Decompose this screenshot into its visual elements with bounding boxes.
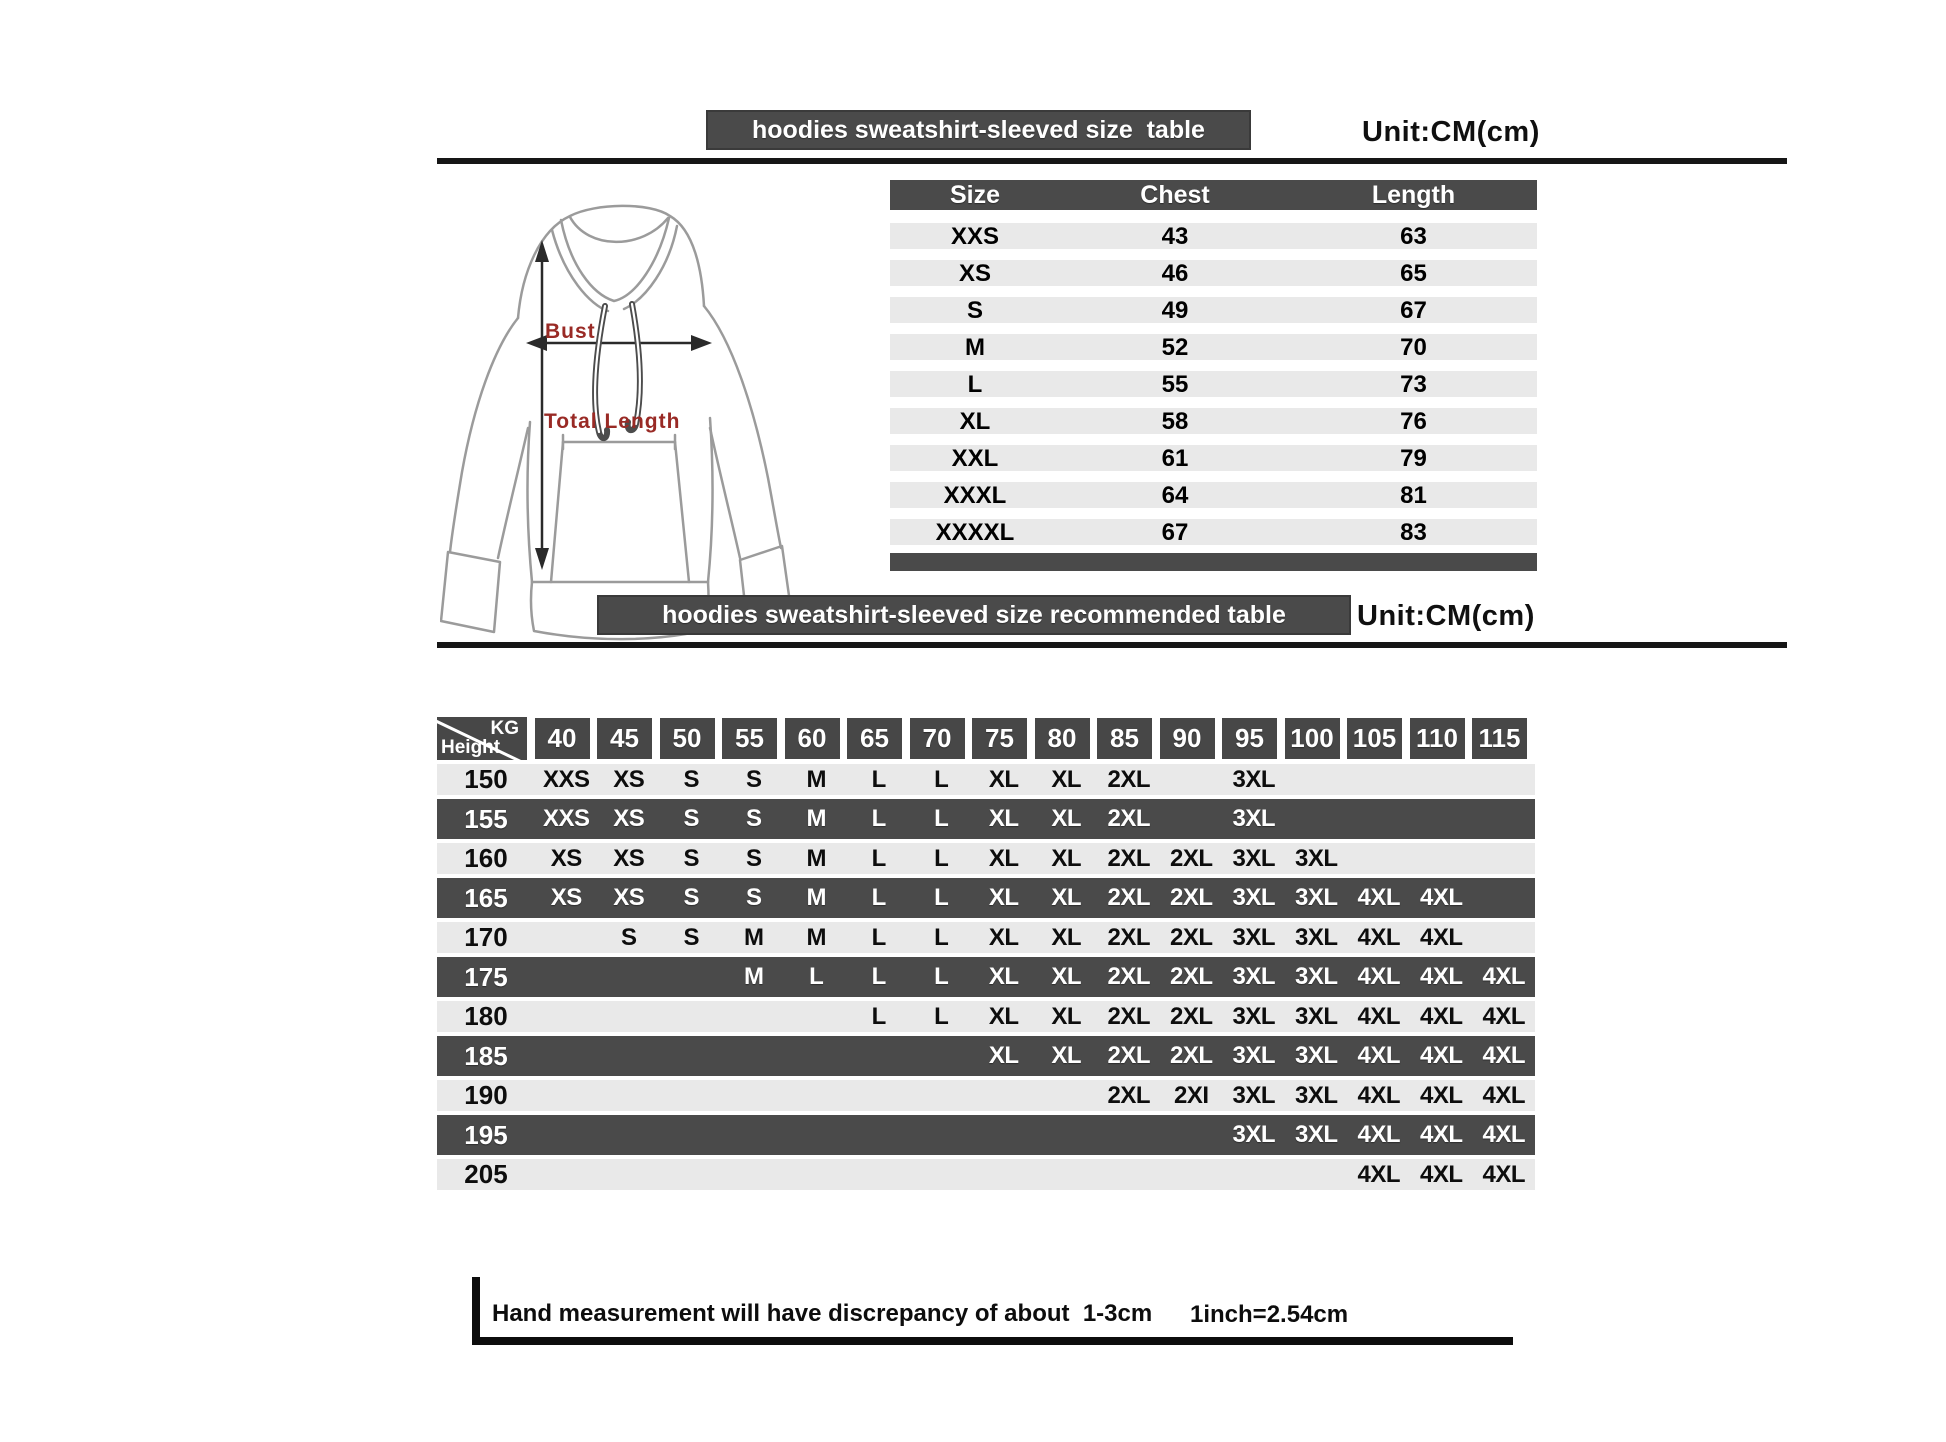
- size-recommendation-cell: 4XL: [1419, 923, 1463, 951]
- size-recommendation-cell: XL: [1051, 923, 1082, 951]
- size-recommendation-cell: 2XL: [1107, 884, 1150, 911]
- size-recommendation-cell: M: [806, 805, 826, 832]
- size-recommendation-cell: 2XL: [1107, 805, 1150, 832]
- size-recommendation-cell: L: [871, 805, 886, 832]
- size-recommendation-cell: M: [744, 963, 764, 990]
- size-recommendation-cell: XL: [988, 963, 1019, 990]
- size-recommendation-cell: XL: [1051, 1042, 1082, 1069]
- size-recommendation-cell: 4XL: [1357, 884, 1400, 911]
- chest-cell: 58: [1161, 408, 1189, 435]
- size-recommendation-cell: S: [683, 884, 699, 911]
- size-recommendation-cell: 3XL: [1232, 765, 1275, 793]
- size-recommendation-cell: 3XL: [1294, 1042, 1338, 1069]
- size-cell: S: [966, 297, 983, 324]
- size-recommendation-cell: XS: [550, 884, 582, 911]
- size-recommendation-cell: 2XL: [1169, 963, 1213, 990]
- size-recommendation-cell: 2XL: [1107, 765, 1150, 793]
- size-table-body: [890, 223, 1537, 545]
- size-recommendation-cell: L: [934, 805, 949, 832]
- chest-cell: 43: [1161, 223, 1189, 250]
- size-recommendation-cell: L: [871, 1002, 886, 1030]
- size-recommendation-cell: XL: [1051, 963, 1082, 990]
- size-recommendation-cell: XS: [613, 884, 645, 911]
- size-table-header: [890, 180, 1537, 210]
- divider-2: [437, 642, 1787, 648]
- size-recommendation-cell: S: [745, 844, 762, 872]
- length-column-header: Length: [1371, 180, 1456, 209]
- size-recommendation-cell: 2XL: [1169, 923, 1213, 951]
- size-recommendation-cell: 3XL: [1232, 884, 1275, 911]
- recommended-table-title: hoodies sweatshirt-sleeved size recommended table: [597, 595, 1351, 635]
- size-recommendation-cell: 3XL: [1232, 923, 1275, 951]
- table-row: [890, 260, 1537, 286]
- size-recommendation-cell: S: [745, 805, 762, 832]
- weight-header-cell: 60: [785, 718, 840, 759]
- height-cell: 155: [464, 803, 508, 834]
- size-recommendation-cell: S: [683, 844, 699, 872]
- size-recommendation-cell: 4XL: [1357, 1121, 1400, 1148]
- weight-header-cell: 100: [1285, 718, 1340, 759]
- size-recommendation-cell: 3XL: [1232, 1081, 1275, 1109]
- size-column-header: Size: [949, 180, 1001, 209]
- size-recommendation-cell: 4XL: [1482, 963, 1525, 990]
- size-cell: L: [967, 371, 983, 398]
- size-cell: XXXXL: [935, 519, 1015, 546]
- size-recommendation-cell: 3XL: [1294, 1081, 1338, 1109]
- inch-conversion-note: 1inch=2.54cm: [1190, 1301, 1349, 1328]
- size-recommendation-cell: XXS: [542, 765, 590, 793]
- size-cell: XL: [959, 408, 991, 435]
- size-recommendation-cell: 4XL: [1357, 923, 1400, 951]
- size-recommendation-cell: 2XL: [1169, 844, 1213, 872]
- size-recommendation-cell: 3XL: [1294, 844, 1338, 872]
- height-cell: 170: [464, 922, 508, 952]
- size-recommendation-cell: 4XL: [1419, 1081, 1463, 1109]
- recommend-row: [437, 1080, 1535, 1111]
- size-recommendation-cell: L: [871, 844, 886, 872]
- size-recommendation-cell: XL: [988, 1042, 1019, 1069]
- footer-bottom-bar: [472, 1337, 1513, 1345]
- chest-cell: 55: [1161, 371, 1189, 398]
- size-recommendation-cell: S: [745, 765, 762, 793]
- size-recommendation-cell: 2XL: [1107, 1002, 1150, 1030]
- size-recommendation-cell: L: [934, 1002, 949, 1030]
- height-cell: 185: [464, 1040, 508, 1071]
- size-recommendation-cell: L: [809, 963, 824, 990]
- height-label: Height: [441, 737, 501, 758]
- length-cell: 79: [1400, 445, 1427, 472]
- size-recommendation-cell: 3XL: [1294, 963, 1338, 990]
- weight-header-cell: 105: [1347, 718, 1402, 759]
- recommend-table: [437, 717, 1535, 1194]
- size-recommendation-cell: 4XL: [1482, 1002, 1525, 1030]
- chest-cell: 64: [1161, 482, 1189, 509]
- size-recommendation-cell: L: [871, 765, 886, 793]
- size-recommendation-cell: S: [745, 884, 762, 911]
- size-recommendation-cell: 2XI: [1173, 1081, 1209, 1109]
- recommend-row: [437, 1115, 1535, 1155]
- weight-header-cell: 65: [847, 718, 902, 759]
- size-recommendation-cell: XXS: [542, 805, 590, 832]
- size-recommendation-cell: 2XL: [1169, 1002, 1213, 1030]
- length-cell: 73: [1400, 371, 1427, 398]
- recommend-row: [437, 878, 1535, 918]
- table-row: [890, 334, 1537, 360]
- height-cell: 195: [464, 1119, 508, 1150]
- recommend-row: [437, 1036, 1535, 1076]
- size-recommendation-cell: XL: [1051, 1002, 1082, 1030]
- recommend-row: [437, 957, 1535, 997]
- kg-height-corner-cell: [437, 717, 527, 760]
- weight-header-cell: 75: [972, 718, 1027, 759]
- size-recommendation-cell: 4XL: [1419, 1002, 1463, 1030]
- size-recommendation-cell: XL: [988, 1002, 1019, 1030]
- size-recommendation-cell: 3XL: [1294, 1121, 1338, 1148]
- size-recommendation-cell: 3XL: [1232, 844, 1275, 872]
- size-recommendation-cell: M: [744, 923, 764, 951]
- height-cell: 175: [464, 961, 508, 992]
- height-cell: 180: [464, 1001, 508, 1031]
- chest-cell: 61: [1161, 445, 1189, 472]
- footer-left-bar: [472, 1277, 480, 1345]
- size-cell: XXS: [950, 223, 1000, 250]
- size-recommendation-cell: 3XL: [1294, 923, 1338, 951]
- recommend-row: [437, 843, 1535, 874]
- size-recommendation-cell: 2XL: [1107, 923, 1150, 951]
- size-recommendation-cell: XL: [1051, 765, 1082, 793]
- size-recommendation-cell: M: [806, 884, 826, 911]
- size-recommendation-cell: L: [934, 844, 949, 872]
- size-recommendation-cell: 3XL: [1294, 1002, 1338, 1030]
- chest-cell: 52: [1161, 334, 1189, 361]
- size-recommendation-cell: M: [806, 765, 826, 793]
- length-cell: 65: [1400, 260, 1427, 287]
- size-recommendation-cell: L: [934, 963, 949, 990]
- recommend-row: [437, 1159, 1535, 1190]
- hoodie-measurement-diagram: [440, 190, 810, 645]
- weight-header-cell: 80: [1035, 718, 1090, 759]
- size-cell: XXL: [951, 445, 999, 472]
- size-recommendation-cell: 4XL: [1482, 1121, 1525, 1148]
- weight-header-cell: 55: [722, 718, 777, 759]
- height-cell: 165: [464, 882, 508, 913]
- size-recommendation-cell: L: [934, 923, 949, 951]
- size-table: [890, 180, 1537, 556]
- unit-label-1: Unit:CM(cm): [1362, 116, 1540, 148]
- size-recommendation-cell: L: [871, 884, 886, 911]
- size-recommendation-cell: 2XL: [1107, 963, 1150, 990]
- weight-header-cell: 90: [1160, 718, 1215, 759]
- table-row: [890, 223, 1537, 249]
- size-table-footer-bar: [890, 553, 1537, 571]
- size-recommendation-cell: L: [871, 923, 886, 951]
- length-cell: 81: [1400, 482, 1427, 509]
- unit-label-2: Unit:CM(cm): [1357, 600, 1535, 632]
- size-recommendation-cell: XL: [1051, 844, 1082, 872]
- size-cell: XS: [958, 260, 991, 287]
- table-row: [890, 408, 1537, 434]
- height-cell: 205: [464, 1159, 508, 1189]
- size-recommendation-cell: XL: [988, 923, 1019, 951]
- length-cell: 63: [1400, 223, 1427, 250]
- chest-cell: 49: [1161, 297, 1189, 324]
- size-recommendation-cell: 3XL: [1232, 1121, 1275, 1148]
- recommend-row: [437, 799, 1535, 839]
- weight-header-cell: 70: [910, 718, 965, 759]
- size-recommendation-cell: 2XL: [1107, 1081, 1150, 1109]
- height-cell: 150: [464, 764, 508, 794]
- size-recommendation-cell: 3XL: [1232, 1002, 1275, 1030]
- size-recommendation-cell: 4XL: [1419, 1160, 1463, 1188]
- weight-header-cell: 50: [660, 718, 715, 759]
- size-recommendation-cell: XL: [988, 844, 1019, 872]
- weight-header-cell: 115: [1472, 718, 1527, 759]
- length-cell: 67: [1400, 297, 1427, 324]
- size-recommendation-cell: 4XL: [1482, 1160, 1525, 1188]
- measurement-note: Hand measurement will have discrepancy of about 1-3cm: [492, 1300, 1153, 1327]
- size-recommendation-cell: 2XL: [1169, 1042, 1213, 1069]
- size-recommendation-cell: 4XL: [1482, 1081, 1525, 1109]
- recommend-row: [437, 922, 1535, 953]
- size-recommendation-cell: XL: [1051, 805, 1082, 832]
- recommend-row: [437, 1001, 1535, 1032]
- size-recommendation-cell: XL: [1051, 884, 1082, 911]
- bust-label: Bust: [545, 320, 596, 343]
- chest-cell: 67: [1161, 519, 1189, 546]
- size-recommendation-cell: 4XL: [1419, 884, 1463, 911]
- size-recommendation-cell: 3XL: [1232, 963, 1275, 990]
- kg-label: KG: [490, 718, 519, 739]
- size-recommendation-cell: XS: [613, 844, 645, 872]
- size-recommendation-cell: XL: [988, 805, 1019, 832]
- length-cell: 76: [1400, 408, 1427, 435]
- size-recommendation-cell: 4XL: [1419, 1121, 1463, 1148]
- weight-header-cell: 110: [1410, 718, 1465, 759]
- chest-column-header: Chest: [1140, 180, 1210, 209]
- size-recommendation-cell: 4XL: [1357, 1002, 1400, 1030]
- size-recommendation-cell: XS: [613, 805, 645, 832]
- recommend-table-header: [437, 717, 1535, 760]
- size-recommendation-cell: S: [620, 923, 637, 951]
- size-cell: XXXL: [943, 482, 1007, 509]
- total-length-arrow: [535, 240, 549, 570]
- size-recommendation-cell: 2XL: [1169, 884, 1213, 911]
- size-recommendation-cell: 3XL: [1232, 805, 1275, 832]
- size-recommendation-cell: S: [683, 805, 699, 832]
- table-row: [890, 445, 1537, 471]
- table-row: [890, 371, 1537, 397]
- weight-header-cell: 45: [597, 718, 652, 759]
- size-recommendation-cell: 3XL: [1294, 884, 1338, 911]
- size-recommendation-cell: XL: [988, 884, 1019, 911]
- size-recommendation-cell: 4XL: [1419, 963, 1463, 990]
- size-recommendation-cell: 4XL: [1482, 1042, 1525, 1069]
- size-recommendation-cell: 3XL: [1232, 1042, 1275, 1069]
- length-cell: 70: [1400, 334, 1427, 361]
- size-recommendation-cell: L: [934, 884, 949, 911]
- size-recommendation-cell: XS: [613, 765, 645, 793]
- chest-cell: 46: [1161, 260, 1189, 287]
- size-recommendation-cell: M: [806, 923, 826, 951]
- size-recommendation-cell: 2XL: [1107, 1042, 1150, 1069]
- size-recommendation-cell: 4XL: [1357, 963, 1400, 990]
- size-recommendation-cell: 4XL: [1357, 1042, 1400, 1069]
- total-length-label: Total Length: [544, 410, 681, 433]
- recommend-table-body: [437, 764, 1535, 1190]
- table-row: [890, 297, 1537, 323]
- size-recommendation-cell: M: [806, 844, 826, 872]
- size-recommendation-cell: S: [683, 765, 699, 793]
- weight-header-cell: 85: [1097, 718, 1152, 759]
- table-row: [890, 519, 1537, 545]
- size-recommendation-cell: L: [934, 765, 949, 793]
- size-recommendation-cell: S: [683, 923, 699, 951]
- size-recommendation-cell: 4XL: [1357, 1160, 1400, 1188]
- table-row: [890, 482, 1537, 508]
- size-recommendation-cell: 4XL: [1419, 1042, 1463, 1069]
- size-recommendation-cell: 4XL: [1357, 1081, 1400, 1109]
- divider-1: [437, 158, 1787, 164]
- size-table-title: hoodies sweatshirt-sleeved size table: [706, 110, 1251, 150]
- height-cell: 160: [464, 843, 508, 873]
- length-cell: 83: [1400, 519, 1427, 546]
- weight-header-cell: 40: [535, 718, 590, 759]
- size-recommendation-cell: XL: [988, 765, 1019, 793]
- size-recommendation-cell: L: [871, 963, 886, 990]
- size-recommendation-cell: XS: [550, 844, 582, 872]
- size-cell: M: [965, 334, 985, 361]
- size-recommendation-cell: 2XL: [1107, 844, 1150, 872]
- height-cell: 190: [464, 1080, 508, 1110]
- weight-header-cell: 95: [1222, 718, 1277, 759]
- recommend-row: [437, 764, 1535, 795]
